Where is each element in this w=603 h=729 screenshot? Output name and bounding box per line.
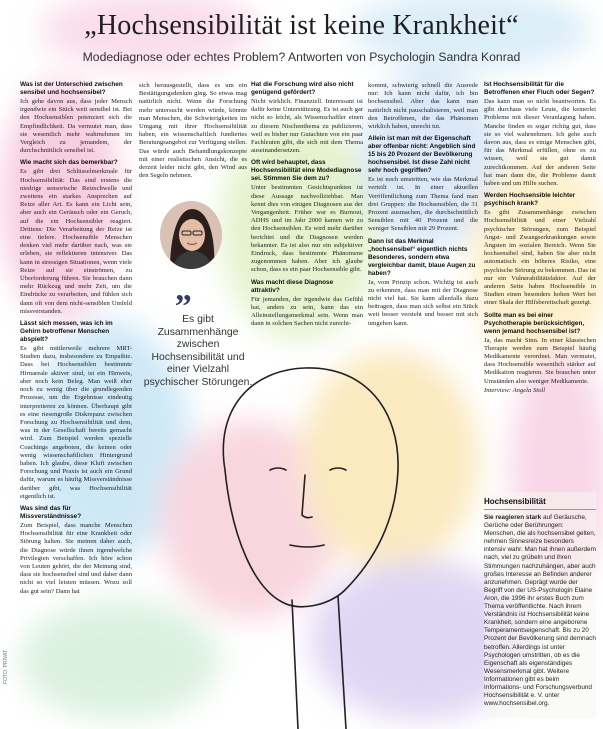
info-box-title: Hochsensibilität	[484, 497, 546, 506]
interview-question: Oft wird behauptet, dass Hochsensibilität eine Modediagnose sei. Stimmen Sie dem zu?	[251, 159, 362, 183]
pull-quote: Es gibt Zusammenhänge zwischen Hochsensibilität und einer Vielzahl psychischer Störungen.	[143, 314, 253, 388]
text-column-5	[484, 81, 596, 395]
interview-answer: Das kann man so nicht beantworten. Es gibt durchaus viele Leute, die keinerlei Probleme mit dieser Veranlagung haben. Manche finden es sogar richtig gut, dass sie so viel wahrnehmen. Ich gehe auch davon aus, dass es einige Menschen gibt, für das Merkmal erfüllen, ohne es zu wissen, weil sie gut damit zurechtkommen. Auf der anderen Seite hat man dann die, die Probleme damit haben und um Hilfe suchen.	[484, 98, 596, 188]
interview-answer: Unter bestimmten Gesichtspunkten ist diese Aussage nachvollziehbar. Man kennt dies von einigen Diagnosen aus der Vergangenheit. Früher war es Burnout, ADHS und im Jahr 2000 kamen wir zu den Hochsensiblen. Es wird mehr darüber berichtet und die Diagnosen werden bekannter. Es ist also nur ein subjektiver Eindruck, dass bestimmte Phänomene zugenommen haben. Aber ich glaube schon, dass es ein paar Hochsensible gibt.	[251, 184, 363, 274]
photo-credit: FOTO: PRIVAT	[3, 650, 9, 684]
interview-answer: Ja, das macht Sinn. In einer klassischen Therapie werden zum Beispiel häufig Medikamente verordnet. Man vermutet, dass Hochsensible wesentlich stärker auf Medikation reagieren. Sie brauchen unter Umständen also weniger Medikamente.	[484, 336, 596, 385]
interview-answer: Es gibt drei Schlüsselmerkmale für Hochsensibilität: Das sind erstens die niedrige sensorische Reizschwelle und zweitens ein starkes Ansprechen auf Reize aller Art. Es kann ein Licht sein, aber auch ein Geräusch oder ein Geruch, auf die ein Hochsensibler reagiert. Drittens: Die Verarbeitung der Reize ist eine tiefere. Hochsensible Menschen denken viel mehr darüber nach, was sie erleben, sie reflektieren intensiver. Das kann in stressigen Situationen, wenn viele Reize auf sie einströmen, zu Überforderung führen. Sie brauchen dann mehr Rückzug und mehr Zeit, um die Eindrücke zu verarbeiten, und fühlen sich dann oft von dem nicht-sensiblen Umfeld missverstanden.	[20, 168, 132, 315]
interview-question: Dann ist das Merkmal „hochsensibel“ eigentlich nichts Besonderes, sondern etwa vergleichbar damit, blaue Augen zu haben?	[368, 237, 476, 277]
interview-credit: Interview: Angela Stoll	[484, 386, 546, 394]
info-box-divider	[484, 509, 596, 510]
interview-question: Was sind das für Missverständnisse?	[20, 504, 82, 520]
interview-answer: Es gibt Zusammenhänge zwischen Hochsensibilität und einer Vielzahl psychischer Störungen, zum Beispiel Angst- und Zwangserkrankungen sowie Ängsten im sozialen Bereich. Wenn Sie hochsensibel sind, haben Sie aber nicht automatisch ein höheres Risiko, eine psychische Störung zu bekommen. Das ist nur ein Vulnerabilitätsfaktor. Auf der anderen Seite haben Hochsensible in Studien einen besonders hohen Wert bei einer Skala der Hilfsbereitschaft gezeigt.	[484, 209, 596, 307]
interview-question: Sollte man es bei einer Psychotherapie berücksichtigen, wenn jemand hochsensibel ist?	[484, 311, 585, 335]
interview-answer: Zum Beispiel, dass manche Menschen Hochsensibilität für eine Krankheit oder Störung halten. Sie meinen daher auch, die Diagnose würde ihnen irgendwelche Privilegien verschaffen. Ich höre schon von Leuten gehört, die der Meinung sind, dass sie hochsensibel sind und daher dann nicht so viel leisten müssen. Wozu soll das gut sein? Dann hat	[20, 521, 132, 595]
text-column-4	[368, 81, 478, 328]
text-column-3	[251, 81, 363, 328]
article-headline: „Hochsensibilität ist keine Krankheit“	[84, 10, 519, 41]
interview-answer: Es ist noch umstritten, wie das Merkmal verteilt ist. In einer aktuellen Veröffentlichung zum Thema fand man drei Gruppen: die Hochsensiblen, die 31 Prozent ausmachen, die durchschnittlich Sensiblen mit 40 Prozent und die weniger Sensiblen mit 29 Prozent.	[368, 176, 478, 233]
info-box-body: auf Geräusche, Gerüche oder Berührungen: Menschen, die als hochsensibel gelten, nehmen Sinnesreize besonders intensiv wahr. Man hat ihnen außerdem nach, viel zu grübeln und ihren Stimmungen nachzuhängen, aber auch großes Interesse an Befinden anderer anzunehmen. Geprägt wurde der Begriff von der US-Psychologin Elaine Aron, die 1996 ihr erstes Buch zum Thema veröffentlichte. Nach ihrem Verständnis ist Hochsensibilität keine Krankheit, sondern eine angeborene Temperamentseigenschaft. Bis zu 20 Prozent der Bevölkerung sind demnach betroffen. Allerdings ist unter Psychologen umstritten, ob es die Eigenschaft als eigenständiges Wesensmerkmal gibt. Weitere Informationen gibt es beim Informations- und Forschungsverbund Hochsensibilität e. V. unter www.hochsensibel.org.	[484, 514, 596, 708]
interview-question: Wie macht sich das bemerkbar?	[20, 159, 118, 167]
text-column-2	[139, 81, 247, 180]
interview-question: Werden Hochsensible leichter psychisch krank?	[484, 192, 576, 208]
info-box-lead: Sie reagieren stark	[484, 514, 542, 521]
interview-answer: Ja, vom Prinzip schon. Wichtig ist auch zu erkennen, dass man mit der Diagnose nicht viel hat. Sie kann allenfalls dazu beitragen, dass man sich selbst ein Stück weit besser versteht und besser mit sich umgehen kann.	[368, 278, 478, 327]
interview-answer: sich herausgestellt, dass es um ein Bestätigungsdenken ging. So etwas mag natürlich nicht. Wenn die Forschung mehr untersucht werden würde, könnte man Menschen, die Schwierigkeiten im Umgang mit ihrer Hochsensibilität haben, ein wissenschaftlich fundiertes Beratungsangebot zur Verfügung stellen. Das würde auch Behandlungskonzepte mit einer realistischen Ansicht, die es derzeit leider nicht gibt, den Wind aus den Segeln nehmen.	[139, 82, 247, 180]
article-subheadline: Modediagnose oder echtes Problem? Antworten von Psychologin Sandra Konrad	[82, 50, 521, 64]
interview-question: Ist Hochsensibilität für die Betroffenen eher Fluch oder Segen?	[484, 81, 595, 96]
text-column-1	[20, 81, 132, 596]
interview-question: Was ist der Unterschied zwischen sensibel und hochsensibel?	[20, 81, 123, 96]
interview-answer: Nicht wirklich. Finanziell. Interessant ist dafür keine Unterstützung. Es ist auch gar nicht so leicht, als Wissenschaftler einen zu diesem Nischenthema zu publizieren, weil es bisher nur Gutachten von ein paar Fachleuten gibt, die sich mit dem Thema auseinandersetzen.	[251, 98, 363, 155]
interview-question: Hat die Forschung wird also nicht genügend gefördert?	[251, 81, 354, 96]
interview-answer: Für jemanden, der irgendwie das Gefühl hat, anders zu sein, kann das ein Alleinstellungsmerkmal sein. Wenn man dann in solchen Sachen nicht zurecht-	[251, 295, 363, 328]
interview-question: Was macht diese Diagnose attraktiv?	[251, 278, 334, 294]
interview-answer: Es gibt mittlerweile mehrere MRT-Studien dazu, insbesondere zu Empathie. Dass bei Hochsensiblen bestimmte Hirnareale aktiver sind, ist ein Hinweis, aber noch kein Beleg. Man weiß eher noch zu wenig über die grundlegenden Prozesse, um die Ergebnisse eindeutig interpretieren zu können. Überhaupt gibt es eine riesengroße Diskrepanz zwischen Forschung zu Hochsensibilität und dem, was in der Gesellschaft bereits gemacht wird. Zum Beispiel werden spezielle Coachings angeboten, die keinen oder wenig wissenschaftlichen Hintergrund haben. Ich glaube, diese Kluft zwischen Forschung und Praxis ist auch ein Grund dafür, warum es häufig Missverständnisse darüber gibt, was Hochsensibilität eigentlich ist.	[20, 345, 132, 500]
quote-mark-icon: „	[175, 271, 192, 308]
info-box-text	[484, 514, 596, 708]
interview-question: Lässt sich messen, was ich im Gehirn betroffener Menschen abspielt?	[20, 320, 113, 344]
author-portrait	[160, 201, 222, 269]
interview-answer: Ich gehe davon aus, dass jeder Mensch irgendwie ein Stück weit sensibel ist. Bei den Hochsensiblen potenziert sich die Empfindlichkeit. Da vermutet man, dass sie wesentlich mehr wahrnehmen im Vergleich zu jemandem, der durchschnittlich sensibel ist.	[20, 98, 132, 155]
interview-question: Allein ist man mit der Eigenschaft aber offenbar nicht: Angeblich sind 15 bis 20 Prozent der Bevölkerung hochsensibel. Ist diese Zahl nicht sehr hoch gegriffen?	[368, 135, 476, 175]
interview-answer: kommt, schwierig schnell die Ausrede nur: Ich kann nicht dafür, ich bin hochsensibel. Aber das kann man natürlich nicht pauschalisieren, weil man den Betroffenen, die das Phänomen wirklich haben, unrecht tut.	[368, 82, 478, 131]
